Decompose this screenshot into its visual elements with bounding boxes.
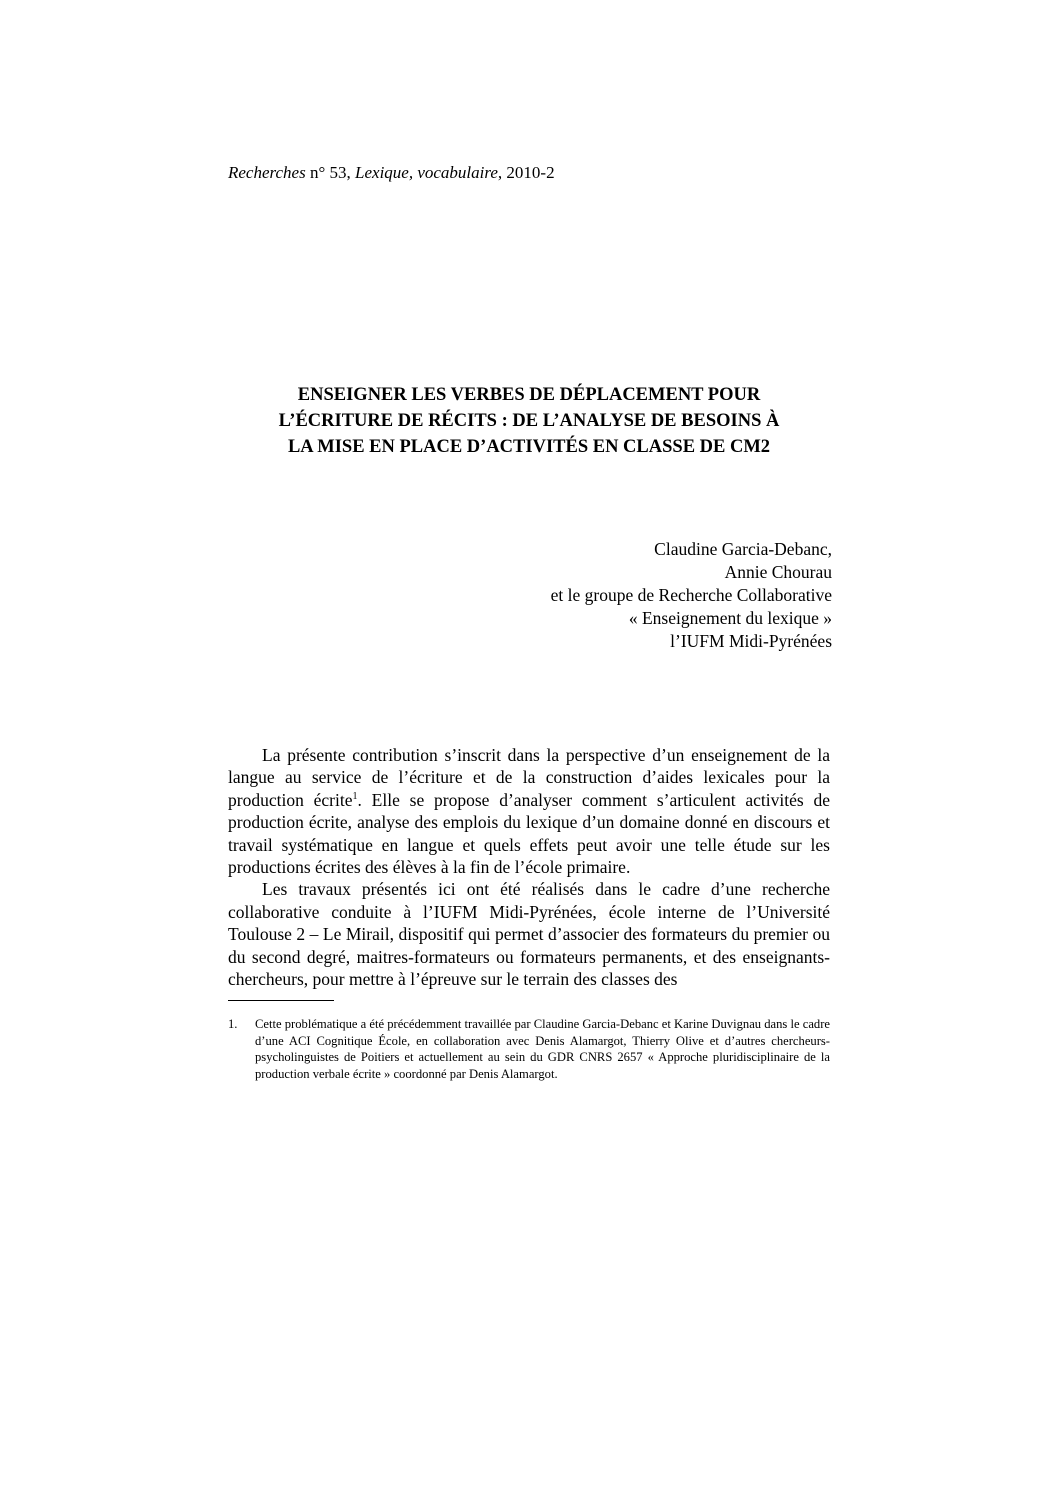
author-line: Annie Chourau: [724, 562, 832, 582]
title-line: ENSEIGNER LES VERBES DE DÉPLACEMENT POUR: [297, 385, 761, 405]
journal-theme: Lexique, vocabulaire: [355, 163, 498, 182]
title-line: L’ÉCRITURE DE RÉCITS : DE L’ANALYSE DE BESOINS À: [278, 411, 780, 431]
paragraph-text: La présente contribution s’inscrit dans la perspective d’un enseignement de la langue au service de l’écriture et de la construction d’aides lexicales pour la production écrite: [228, 745, 830, 810]
journal-year: , 2010-2: [497, 163, 555, 182]
journal-header: [228, 163, 555, 183]
footnote-number: 1.: [228, 1017, 238, 1031]
author-line: « Enseignement du lexique »: [628, 608, 832, 628]
paragraph-intro: [228, 744, 830, 878]
author-line: et le groupe de Recherche Collaborative: [550, 585, 832, 605]
footnote-separator: [228, 1000, 334, 1001]
footnote-reference[interactable]: 1: [352, 790, 358, 802]
author-line: l’IUFM Midi-Pyrénées: [670, 631, 832, 651]
author-block: [440, 538, 832, 653]
title-line: LA MISE EN PLACE D’ACTIVITÉS EN CLASSE DE CM2: [287, 437, 771, 457]
journal-issue: n° 53,: [309, 163, 351, 182]
paragraph-text: . Elle se propose d’analyser comment s’articulent activités de production écrite, analyse des emplois du lexique d’un domaine donné en discours et travail systématique en langue et quels effets peut avoir une telle étude sur les productions écrites des élèves à la fin de l’école primaire.: [228, 789, 830, 878]
journal-name: Recherches: [228, 163, 306, 182]
footnote-text: Cette problématique a été précédemment travaillée par Claudine Garcia-Debanc et Karine Duvignau dans le cadre d’une ACI Cognitique École, en collaboration avec Denis Alamargot, Thierry Olive et d’autres chercheurs-psycholinguistes de Poitiers et actuellement au sein du GDR CNRS 2657 « Approche pluridisciplinaire de la production verbale écrite » coordonné par Denis Alamargot.: [255, 1017, 830, 1081]
footnote: [228, 1016, 830, 1082]
paragraph-context: Les travaux présentés ici ont été réalisés dans le cadre d’une recherche collaborative conduite à l’IUFM Midi-Pyrénées, école interne de l’Université Toulouse 2 – Le Mirail, dispositif qui permet d’associer des formateurs du premier ou du second degré, maitres-formateurs ou formateurs permanents, et des enseignants-chercheurs, pour mettre à l’épreuve sur le terrain des classes des: [228, 879, 830, 990]
author-line: Claudine Garcia-Debanc,: [654, 539, 832, 559]
article-title: [228, 382, 830, 460]
body-text: [228, 744, 830, 990]
